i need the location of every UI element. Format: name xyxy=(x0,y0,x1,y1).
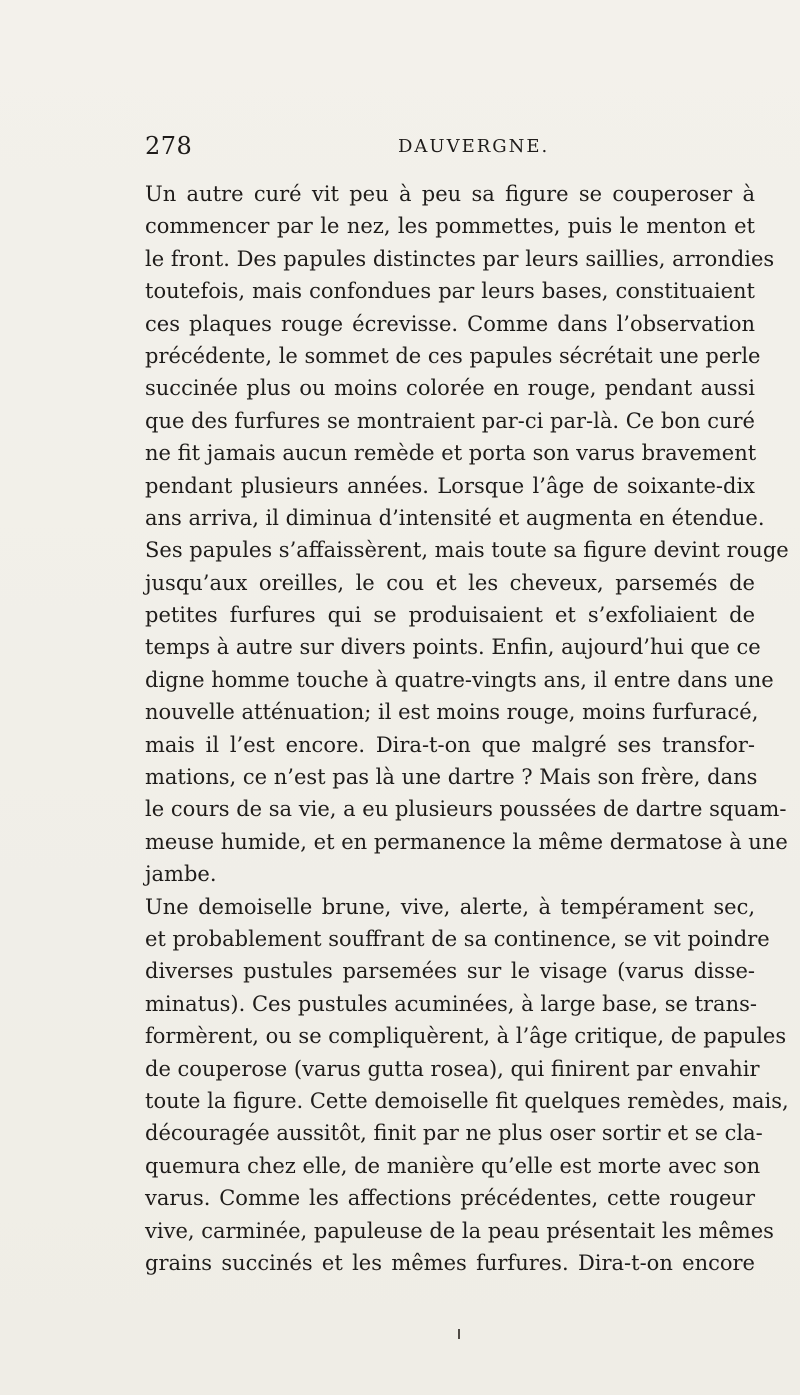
text-line: de couperose (varus gutta rosea), qui finirent par envahir xyxy=(145,1056,760,1081)
page-header xyxy=(145,132,755,172)
text-line: Une demoiselle brune, vive, alerte, à tempérament sec, xyxy=(145,894,755,919)
text-line: succinée plus ou moins colorée en rouge, pendant aussi xyxy=(145,376,755,401)
text-line: mais il l’est encore. Dira-t-on que malgré ses transfor- xyxy=(145,732,755,757)
text-line: Ses papules s’affaissèrent, mais toute sa figure devint rouge xyxy=(145,538,789,563)
text-line: temps à autre sur divers points. Enfin, aujourd’hui que ce xyxy=(145,635,761,660)
running-head: DAUVERGNE. xyxy=(398,136,550,157)
text-line: pendant plusieurs années. Lorsque l’âge de soixante-dix xyxy=(145,473,755,498)
text-line: grains succinés et les mêmes furfures. Dira-t-on encore xyxy=(145,1250,755,1275)
page-number: 278 xyxy=(145,132,193,160)
text-line: Un autre curé vit peu à peu sa figure se couperoser à xyxy=(145,182,755,206)
text-line: mations, ce n’est pas là une dartre ? Mais son frère, dans xyxy=(145,765,758,790)
text-line: jambe. xyxy=(145,862,217,887)
body-text xyxy=(145,178,789,1279)
text-line: varus. Comme les affections précédentes, cette rougeur xyxy=(145,1186,755,1211)
text-line: nouvelle atténuation; il est moins rouge, moins furfuracé, xyxy=(145,700,759,725)
text-line: et probablement souffrant de sa continence, se vit poindre xyxy=(145,926,770,951)
printing-mark xyxy=(458,1329,460,1339)
text-line: précédente, le sommet de ces papules sécrétait une perle xyxy=(145,343,761,368)
text-line: ne fit jamais aucun remède et porta son varus bravement xyxy=(145,441,757,466)
text-line: ces plaques rouge écrevisse. Comme dans l’observation xyxy=(145,311,755,336)
text-line: vive, carminée, papuleuse de la peau présentait les mêmes xyxy=(145,1218,774,1243)
text-line: toutefois, mais confondues par leurs bases, constituaient xyxy=(145,279,755,304)
text-line: que des furfures se montraient par-ci par-là. Ce bon curé xyxy=(145,408,755,433)
text-line: commencer par le nez, les pommettes, puis le menton et xyxy=(145,214,755,239)
text-line: formèrent, ou se compliquèrent, à l’âge critique, de papules xyxy=(145,1024,787,1049)
text-line: ans arriva, il diminua d’intensité et augmenta en étendue. xyxy=(145,505,765,530)
text-line: petites furfures qui se produisaient et s’exfoliaient de xyxy=(145,603,755,628)
text-line: toute la figure. Cette demoiselle fit quelques remèdes, mais, xyxy=(145,1088,789,1113)
text-line: le front. Des papules distinctes par leurs saillies, arrondies xyxy=(145,246,775,271)
text-line: minatus). Ces pustules acuminées, à large base, se trans- xyxy=(145,991,757,1016)
text-line: quemura chez elle, de manière qu’elle est morte avec son xyxy=(145,1153,761,1178)
text-line: jusqu’aux oreilles, le cou et les cheveux, parsemés de xyxy=(145,570,755,595)
text-line: le cours de sa vie, a eu plusieurs poussées de dartre squam- xyxy=(145,797,787,822)
text-line: diverses pustules parsemées sur le visage (varus disse- xyxy=(145,959,755,984)
text-line: découragée aussitôt, finit par ne plus oser sortir et se cla- xyxy=(145,1121,763,1146)
text-line: digne homme touche à quatre-vingts ans, il entre dans une xyxy=(145,667,774,692)
text-line: meuse humide, et en permanence la même dermatose à une xyxy=(145,829,788,854)
